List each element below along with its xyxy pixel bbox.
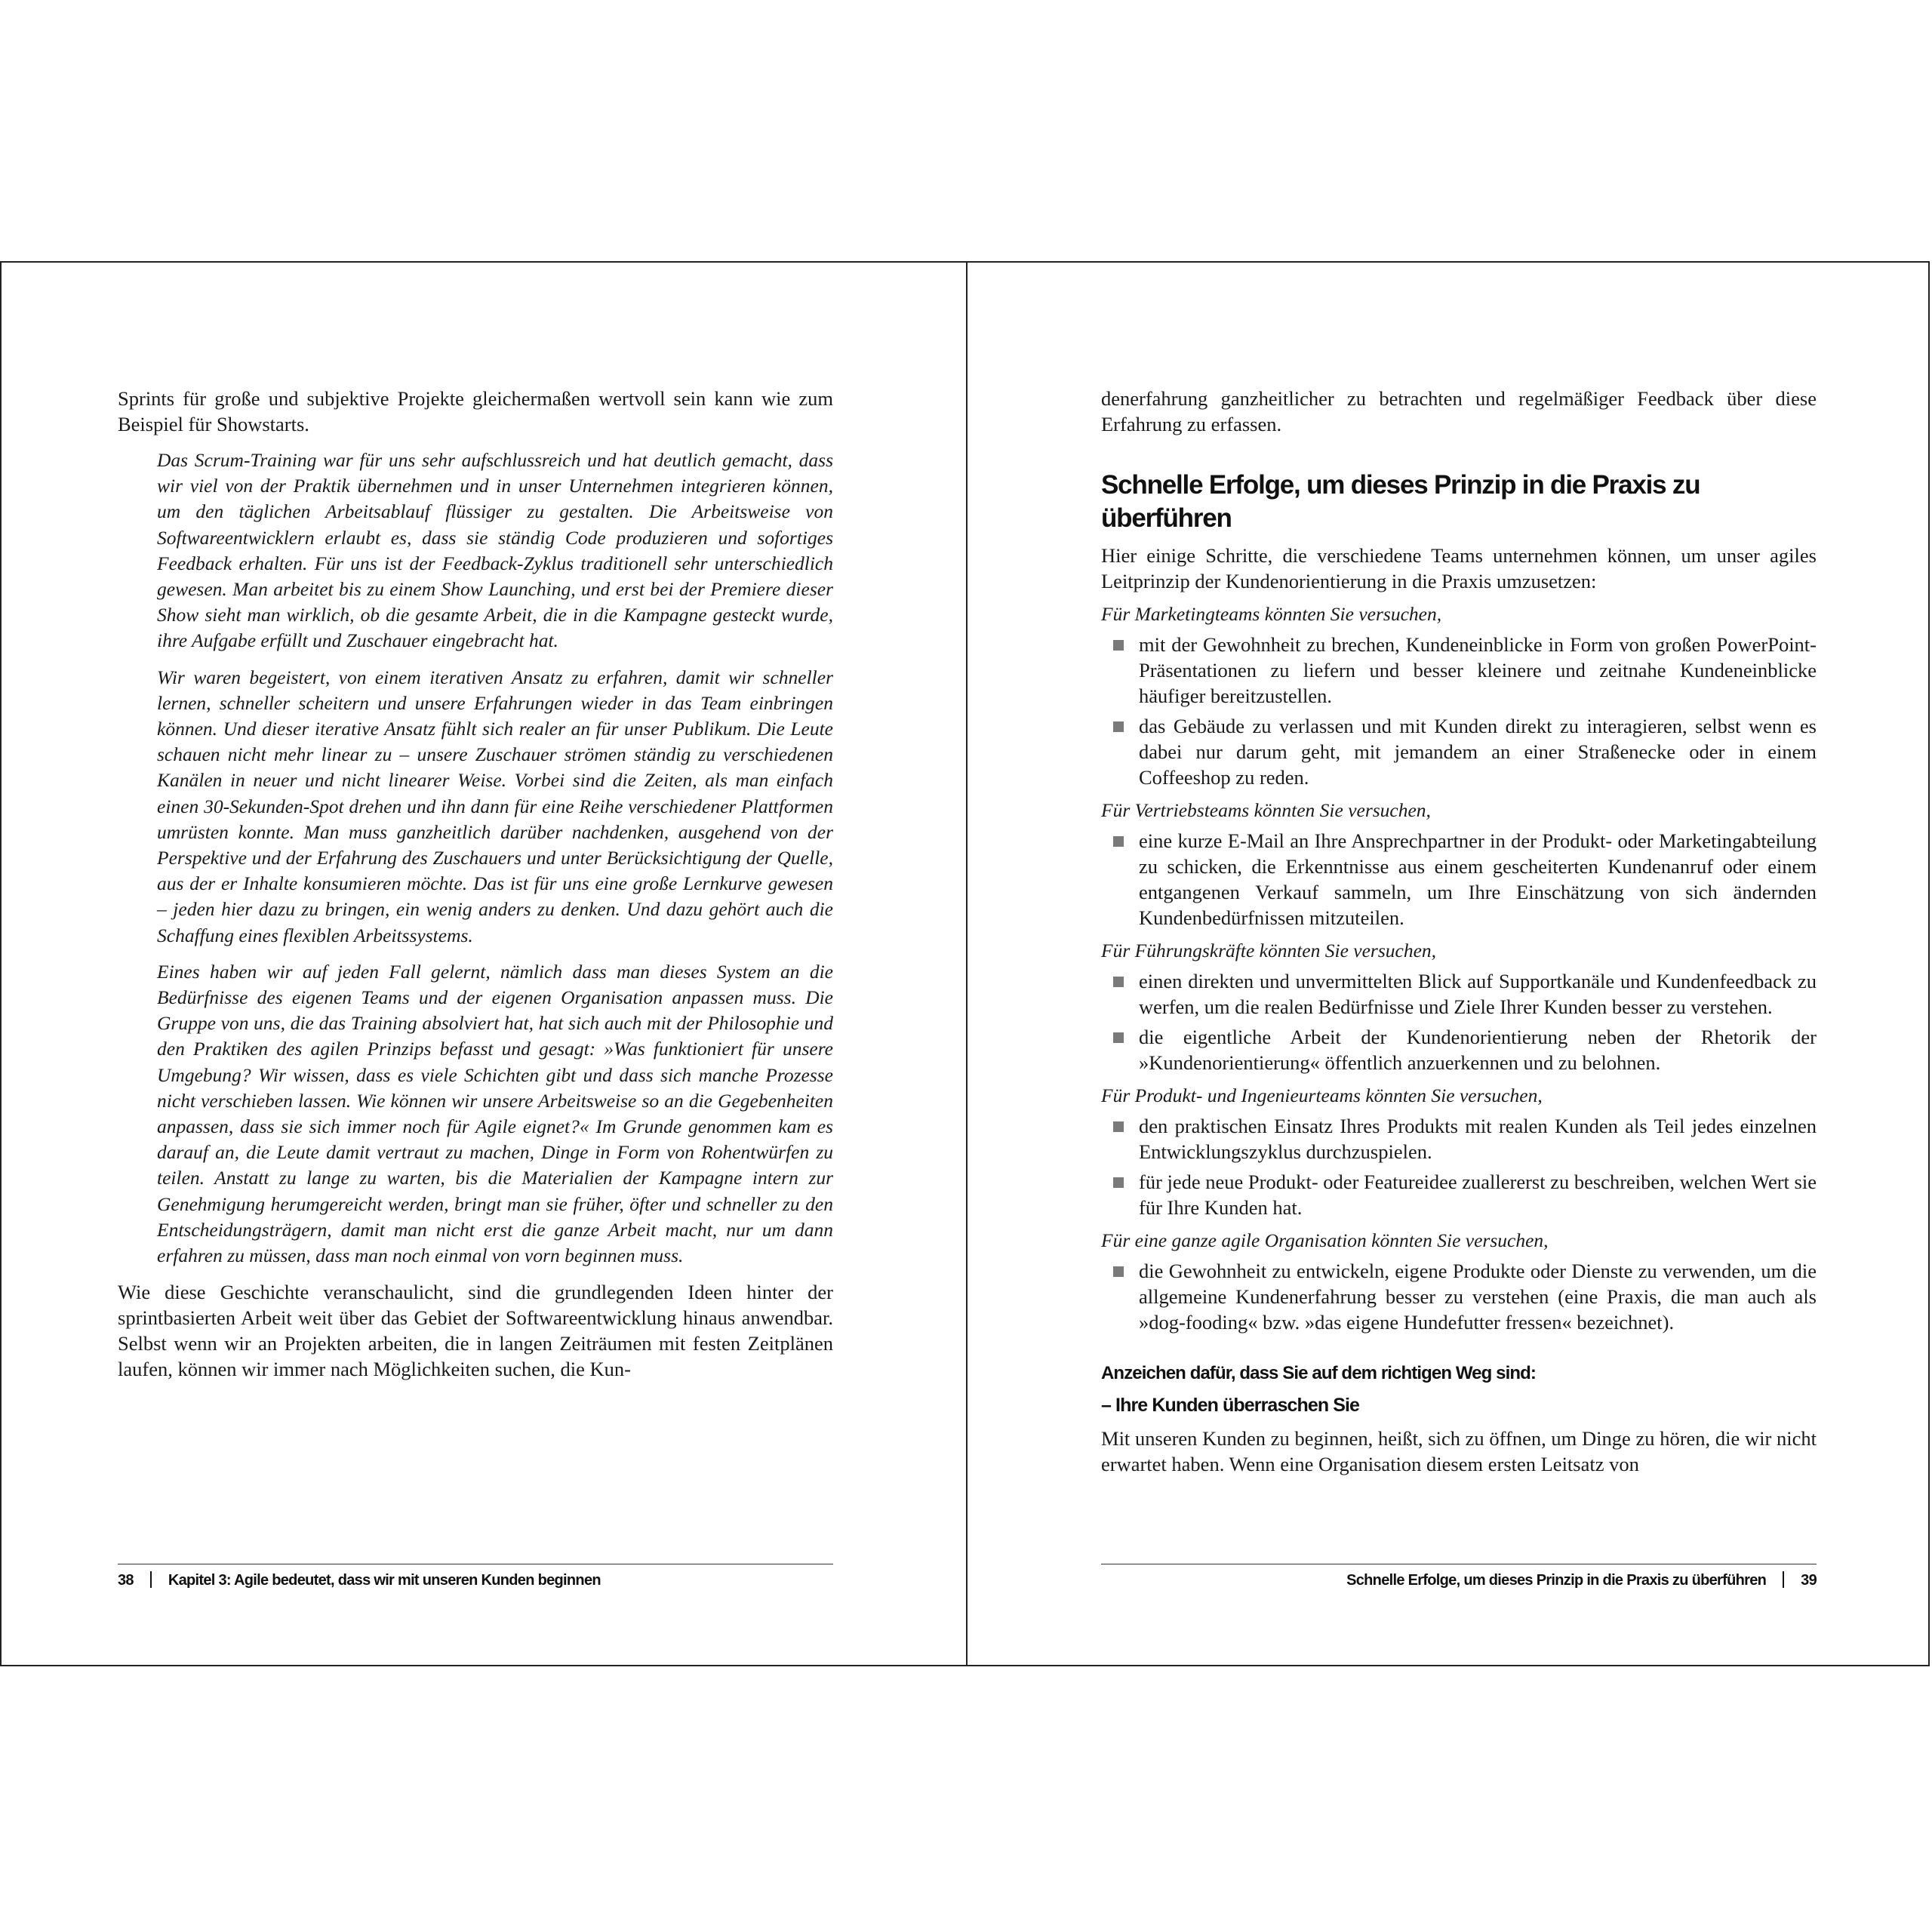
list-item: die eigentliche Arbeit der Kundenorientierung neben der Rhetorik der »Kundenorientierung« öffentlich anzuerkennen und zu belohnen. [1101,1024,1817,1075]
bullet-list [1101,632,1817,790]
section-heading: Schnelle Erfolge, um dieses Prinzip in die Praxis zu überführen [1101,470,1700,533]
group-label: Für Produkt- und Ingenieurteams könnten Sie versuchen, [1101,1084,1543,1106]
body-paragraph: denerfahrung ganzheitlicher zu betrachten und regelmäßiger Feedback über diese Erfahrung zu erfassen. [1101,387,1817,435]
square-bullet-icon [1113,640,1124,651]
left-text-column [118,386,833,1382]
bullet-list [1101,968,1817,1075]
right-page [968,263,1930,1665]
page-number: 39 [1801,1572,1817,1589]
bullet-list [1101,1258,1817,1335]
group-label: Für eine ganze agile Organisation könnten Sie versuchen, [1101,1229,1549,1251]
square-bullet-icon [1113,1266,1124,1277]
book-spread [0,261,1930,1666]
quote-paragraph: Eines haben wir auf jeden Fall gelernt, nämlich dass man dieses System an die Bedürfnisse des eigenen Teams und der eigenen Organisation anpassen muss. Die Gruppe von uns, die das Training absolviert hat, hat sich auch mit der Philosophie und den Praktiken des agilen Prinzips befasst und gesagt: »Was funktioniert für unsere Umgebung? Wir wissen, dass es viele Schichten gibt und dass sich manche Prozesse nicht verschieben lassen. Wie können wir unsere Arbeitsweise so an die Gegebenheiten anpassen, dass sie sich immer noch für Agile eignet?« Im Grunde genommen kam es darauf an, die Leute damit vertraut zu machen, Dinge in Form von Rohentwürfen zu teilen. Anstatt zu lange zu warten, bis die Materialien der Kampagne intern zur Genehmigung herumgereicht werden, bringt man sie früher, öfter und schneller zu den Entscheidungsträgern, damit man nicht erst die ganze Arbeit macht, nur um dann erfahren zu müssen, dass man noch einmal von vorn beginnen muss. [157,960,833,1267]
square-bullet-icon [1113,977,1124,987]
lead-paragraph: Hier einige Schritte, die verschiedene Teams unternehmen können, um unser agiles Leitprinzip der Kundenorientierung in die Praxis umzusetzen: [1101,544,1817,592]
body-paragraph: Mit unseren Kunden zu beginnen, heißt, sich zu öffnen, um Dinge zu hören, die wir nicht erwartet haben. Wenn eine Organisation diesem ersten Leitsatz von [1101,1427,1817,1475]
bullet-list [1101,828,1817,931]
square-bullet-icon [1113,836,1124,847]
left-page [2,263,966,1665]
list-item: den praktischen Einsatz Ihres Produkts mit realen Kunden als Teil jedes einzelnen Entwicklungszyklus durchzuspielen. [1101,1113,1817,1164]
right-text-column [1101,386,1817,1477]
quote-paragraph: Das Scrum-Training war für uns sehr aufschlussreich und hat deutlich gemacht, dass wir viel von der Praktik übernehmen und in unser Unternehmen integrieren können, um den täglichen Arbeitsablauf flüssiger zu gestalten. Die Arbeitsweise von Softwareentwicklern erlaubt es, dass sie ständig Code produzieren und sofortiges Feedback erhalten. Für uns ist der Feedback-Zyklus traditionell sehr unterschiedlich gewesen. Man arbeitet bis zu einem Show Launching, und erst bei der Premiere dieser Show sieht man wirklich, ob die gesamte Arbeit, die in die Kampagne gesteckt wurde, ihre Aufgabe erfüllt und Zuschauer eingebracht hat. [157,449,833,652]
square-bullet-icon [1113,721,1124,732]
left-page-footer [118,1564,833,1592]
square-bullet-icon [1113,1177,1124,1188]
section-title: Schnelle Erfolge, um dieses Prinzip in die Praxis zu überführen [1346,1572,1767,1589]
quote-paragraph: Wir waren begeistert, von einem iterativen Ansatz zu erfahren, damit wir schneller lernen, schneller scheitern und unsere Erfahrungen wieder in das Team einbringen können. Und dieser iterative Ansatz fühlt sich realer an für unser Publikum. Die Leute schauen nicht mehr linear zu – unsere Zuschauer strömen ständig zu verschiedenen Kanälen in neuer und nicht linearer Weise. Vorbei sind die Zeiten, als man einfach einen 30-Sekunden-Spot drehen und ihn dann für eine Reihe verschiedener Plattformen umrüsten konnte. Man muss ganzheitlich darüber nachdenken, ausgehend von der Perspektive und der Erfahrung des Zuschauers und unter Berücksichtigung der Quelle, aus der er Inhalte konsumieren möchte. Das ist für uns eine große Lernkurve gewesen – jeden hier dazu zu bringen, ein wenig anders zu denken. Und dazu gehört auch die Schaffung eines flexiblen Arbeitssystems. [157,666,833,946]
chapter-title: Kapitel 3: Agile bedeutet, dass wir mit unseren Kunden beginnen [168,1572,601,1589]
list-item: das Gebäude zu verlassen und mit Kunden direkt zu interagieren, selbst wenn es dabei nur darum geht, mit jemandem an einer Straßenecke oder in einem Coffeeshop zu reden. [1101,713,1817,790]
footer-separator [150,1571,152,1588]
page-number: 38 [118,1572,134,1589]
list-item: einen direkten und unvermittelten Blick auf Supportkanäle und Kundenfeedback zu werfen, um die realen Bedürfnisse und Ziele Ihrer Kunden besser zu verstehen. [1101,968,1817,1020]
group-label: Für Marketingteams könnten Sie versuchen, [1101,603,1442,625]
group-label: Für Führungskräfte könnten Sie versuchen, [1101,940,1437,961]
footer-separator [1783,1571,1784,1588]
subsubsection-heading: – Ihre Kunden überraschen Sie [1101,1395,1360,1416]
square-bullet-icon [1113,1032,1124,1043]
right-page-footer [1101,1564,1817,1592]
subsection-heading: Anzeichen dafür, dass Sie auf dem richtigen Weg sind: [1101,1363,1536,1383]
list-item: eine kurze E-Mail an Ihre Ansprechpartner in der Produkt- oder Marketingabteilung zu schicken, die Erkenntnisse aus einem gescheiterten Kundenanruf oder einem entgangenen Verkauf sammeln, um Ihre Einschätzung von sich ändernden Kundenbedürfnissen mitzuteilen. [1101,828,1817,931]
list-item: die Gewohnheit zu entwickeln, eigene Produkte oder Dienste zu verwenden, um die allgemeine Kundenerfahrung besser zu verstehen (eine Praxis, die man auch als »dog-fooding« bzw. »das eigene Hundefutter fressen« bezeichnet). [1101,1258,1817,1335]
group-label: Für Vertriebsteams könnten Sie versuchen, [1101,799,1431,821]
body-paragraph: Wie diese Geschichte veranschaulicht, sind die grundlegenden Ideen hinter der sprintbasierten Arbeit weit über das Gebiet der Softwareentwicklung hinaus anwendbar. Selbst wenn wir an Projekten arbeiten, die in langen Zeiträumen mit festen Zeitplänen laufen, können wir immer nach Möglichkeiten suchen, die Kun- [118,1281,833,1381]
body-paragraph: Sprints für große und subjektive Projekte gleichermaßen wertvoll sein kann wie zum Beispiel für Showstarts. [118,387,833,435]
list-item: mit der Gewohnheit zu brechen, Kundeneinblicke in Form von großen PowerPoint-Präsentationen zu liefern und besser kleinere und zeitnahe Kundeneinblicke häufiger bereitzustellen. [1101,632,1817,709]
list-item: für jede neue Produkt- oder Featureidee zuallererst zu beschreiben, welchen Wert sie für Ihre Kunden hat. [1101,1169,1817,1220]
square-bullet-icon [1113,1121,1124,1132]
bullet-list [1101,1113,1817,1220]
